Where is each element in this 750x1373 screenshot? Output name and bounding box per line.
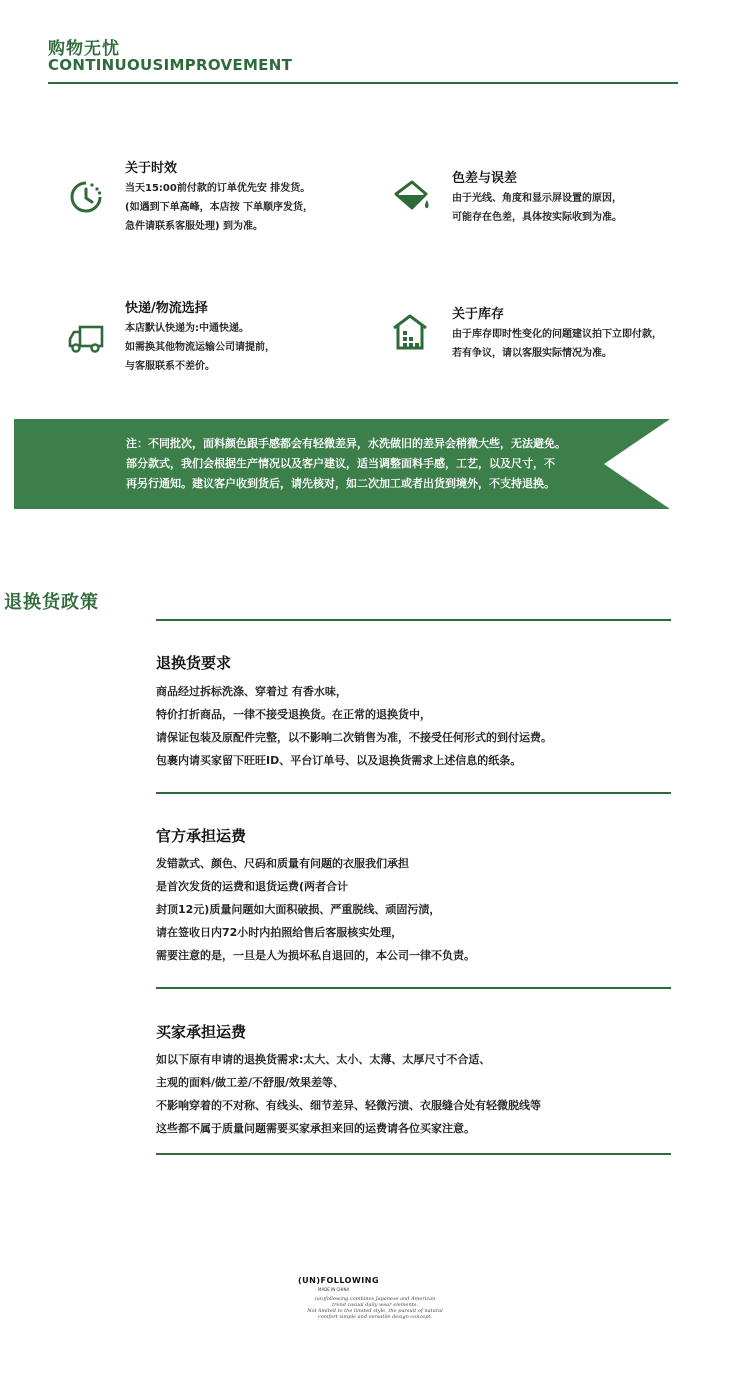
section-line: 包裹内请买家留下旺旺ID、平台订单号、以及退换货需求上述信息的纸条。 bbox=[156, 754, 522, 767]
section-divider bbox=[156, 619, 671, 621]
info-title: 关于时效 bbox=[125, 161, 178, 176]
info-block-stock bbox=[452, 303, 662, 363]
paint-bucket-icon bbox=[392, 178, 432, 218]
notice-line: 再另行通知。建议客户收到货后，请先核对，如二次加工或者出货到境外，不支持退换。 bbox=[126, 477, 555, 490]
section-title-buyer-shipping: 买家承担运费 bbox=[156, 1023, 247, 1041]
tagline-line: comfort simple and versatile design concept. bbox=[317, 1314, 433, 1320]
info-line: 可能存在色差，具体按实际收到为准。 bbox=[452, 212, 622, 223]
info-line: 当天15:00前付款的订单优先安 排发货。 bbox=[125, 183, 311, 194]
section-body-return-requirements bbox=[156, 680, 552, 772]
section-line: 不影响穿着的不对称、有线头、细节差异、轻微污渍、衣服缝合处有轻微脱线等 bbox=[156, 1099, 541, 1112]
section-line: 发错款式、颜色、尺码和质量有问题的衣服我们承担 bbox=[156, 857, 409, 870]
info-block-color bbox=[452, 167, 622, 227]
info-line: 与客服联系不差价。 bbox=[125, 361, 215, 372]
section-line: 商品经过拆标洗涤、穿着过 有香水味， bbox=[156, 685, 347, 698]
clock-icon bbox=[66, 177, 106, 217]
section-line: 主观的面料/做工差/不舒服/效果差等、 bbox=[156, 1076, 345, 1089]
page-subtitle: CONTINUOUSIMPROVEMENT bbox=[48, 56, 293, 74]
section-line: 这些都不属于质量问题需要买家承担来回的运费请各位买家注意。 bbox=[156, 1122, 475, 1135]
section-title-return-requirements: 退换货要求 bbox=[156, 654, 232, 672]
info-title: 关于库存 bbox=[452, 307, 505, 322]
brand-tagline bbox=[250, 1296, 500, 1320]
tagline-line: Not limited to the limited style, the pursuit of natural bbox=[307, 1308, 443, 1314]
info-line: 由于光线、角度和显示屏设置的原因， bbox=[452, 193, 622, 204]
info-block-timing bbox=[125, 157, 313, 236]
section-line: 特价打折商品，一律不接受退换货。在正常的退换货中， bbox=[156, 708, 431, 721]
section-divider bbox=[156, 792, 671, 794]
section-title-official-shipping: 官方承担运费 bbox=[156, 827, 247, 845]
info-title: 快递/物流选择 bbox=[125, 301, 208, 316]
section-line: 如以下原有申请的退换货需求:太大、太小、太薄、太厚尺寸不合适、 bbox=[156, 1053, 491, 1066]
info-line: (如遇到下单高峰，本店按 下单顺序发货， bbox=[125, 202, 314, 213]
header-divider bbox=[48, 82, 678, 84]
tagline-line: (un)following combines Japanese and American bbox=[314, 1296, 436, 1302]
info-title: 色差与误差 bbox=[452, 171, 518, 186]
info-line: 若有争议，请以客服实际情况为准。 bbox=[452, 348, 612, 359]
truck-icon bbox=[66, 318, 106, 358]
warehouse-icon bbox=[390, 312, 430, 352]
notice-line: 注：不同批次，面料颜色跟手感都会有轻微差异，水洗做旧的差异会稍微大些，无法避免。 bbox=[126, 437, 566, 450]
notice-banner-text bbox=[126, 434, 606, 494]
info-line: 急件请联系客服处理) 到为准。 bbox=[125, 221, 264, 232]
info-line: 由于库存即时性变化的问题建议拍下立即付款， bbox=[452, 329, 662, 340]
policy-heading: 退换货政策 bbox=[4, 592, 99, 613]
info-line: 如需换其他物流运输公司请提前， bbox=[125, 342, 275, 353]
section-line: 需要注意的是，一旦是人为损坏私自退回的，本公司一律不负责。 bbox=[156, 949, 475, 962]
tagline-line: trend casual daily wear elements. bbox=[332, 1302, 418, 1308]
info-line: 本店默认快递为:中通快递。 bbox=[125, 323, 249, 334]
section-divider bbox=[156, 1153, 671, 1155]
section-line: 是首次发货的运费和退货运费(两者合计 bbox=[156, 880, 349, 893]
info-block-shipping bbox=[125, 297, 275, 376]
section-divider bbox=[156, 987, 671, 989]
page-title: 购物无忧 bbox=[48, 39, 120, 59]
section-line: 请在签收日内72小时内拍照给售后客服核实处理， bbox=[156, 926, 403, 939]
section-body-buyer-shipping bbox=[156, 1048, 541, 1140]
section-line: 请保证包装及原配件完整，以不影响二次销售为准，不接受任何形式的到付运费。 bbox=[156, 731, 552, 744]
notice-line: 部分款式，我们会根据生产情况以及客户建议，适当调整面料手感，工艺，以及尺寸，不 bbox=[126, 457, 555, 470]
brand-origin: MADE IN CHINA bbox=[318, 1287, 350, 1292]
section-body-official-shipping bbox=[156, 852, 475, 967]
brand-logo: (UN)FOLLOWING bbox=[298, 1276, 380, 1285]
section-line: 封顶12元)质量问题如大面积破损、严重脱线、顽固污渍， bbox=[156, 903, 441, 916]
